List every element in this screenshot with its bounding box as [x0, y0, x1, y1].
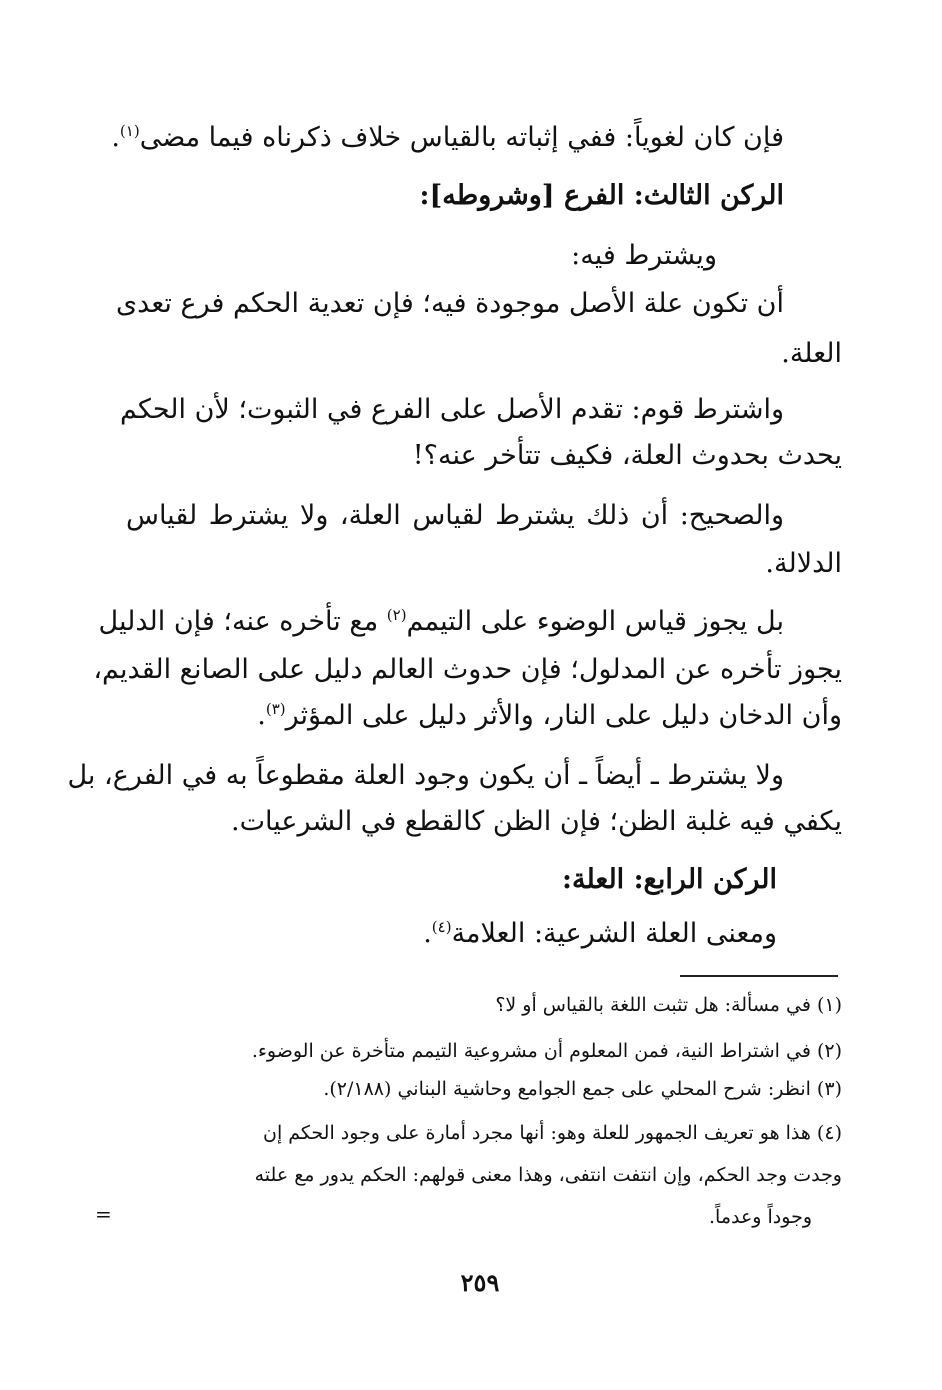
- text-line-16: [423, 914, 777, 954]
- text-line-10: [99, 602, 784, 642]
- footnote-1: (١) في مسألة: هل تثبت اللغة بالقياس أو لا؟: [495, 994, 842, 1016]
- text-line-1: [111, 118, 784, 158]
- line-end: .: [111, 122, 120, 153]
- footnote-ref-3[interactable]: (٣): [265, 700, 286, 718]
- line-text: فإن كان لغوياً: ففي إثباته بالقياس خلاف ذكرناه فيما مضى: [139, 122, 784, 153]
- line-end: .: [423, 918, 432, 949]
- footnote-ref-1[interactable]: (١): [119, 122, 140, 140]
- text-line-9: الدلالة.: [765, 548, 842, 579]
- text-line-5: العلة.: [781, 338, 842, 369]
- footnote-3: (٣) انظر: شرح المحلي على جمع الجوامع وحاشية البناني (٢/١٨٨).: [323, 1078, 842, 1100]
- footnote-ref-4[interactable]: (٤): [431, 918, 452, 936]
- footnote-separator: [680, 975, 838, 977]
- line-text: ومعنى العلة الشرعية: العلامة: [451, 918, 777, 949]
- text-line-14: يكفي فيه غلبة الظن؛ فإن الظن كالقطع في الشرعيات.: [231, 806, 842, 837]
- text-line-12: [257, 696, 842, 736]
- page-number: ٢٥٩: [460, 1268, 500, 1297]
- line-text-a: بل يجوز قياس الوضوء على التيمم: [406, 606, 784, 637]
- section-heading-branch: الركن الثالث: الفرع [وشروطه]:: [419, 180, 784, 211]
- line-end: .: [257, 700, 266, 731]
- section-heading-cause: الركن الرابع: العلة:: [562, 864, 777, 895]
- text-line-3: ويشترط فيه:: [571, 240, 717, 271]
- text-line-13: ولا يشترط ـ أيضاً ـ أن يكون وجود العلة مقطوعاً به في الفرع، بل: [67, 760, 784, 791]
- footnote-ref-2[interactable]: (٢): [386, 606, 407, 624]
- text-line-4: أن تكون علة الأصل موجودة فيه؛ فإن تعدية الحكم فرع تعدى: [116, 288, 784, 319]
- footnote-2: (٢) في اشتراط النية، فمن المعلوم أن مشروعية التيمم متأخرة عن الوضوء.: [251, 1040, 842, 1062]
- line-text-b: مع تأخره عنه؛ فإن الدليل: [98, 606, 379, 637]
- text-line-8: والصحيح: أن ذلك يشترط لقياس العلة، ولا يشترط لقياس: [126, 500, 784, 531]
- footnote-4-line-1: (٤) هذا هو تعريف الجمهور للعلة وهو: أنها مجرد أمارة على وجود الحكم إن: [262, 1122, 842, 1144]
- text-line-11: يجوز تأخره عن المدلول؛ فإن حدوث العالم دليل على الصانع القديم،: [93, 654, 842, 685]
- footnote-4-line-2: وجدت وجد الحكم، وإن انتفت انتفى، وهذا معنى قولهم: الحكم يدور مع علته: [254, 1164, 842, 1186]
- line-text: وأن الدخان دليل على النار، والأثر دليل على المؤثر: [285, 700, 842, 731]
- text-line-6: واشترط قوم: تقدم الأصل على الفرع في الثبوت؛ لأن الحكم: [119, 394, 784, 425]
- text-line-7: يحدث بحدوث العلة، فكيف تتأخر عنه؟!: [412, 440, 842, 471]
- footnote-4-line-3: وجوداً وعدماً.: [708, 1206, 812, 1228]
- continuation-mark: =: [95, 1202, 112, 1226]
